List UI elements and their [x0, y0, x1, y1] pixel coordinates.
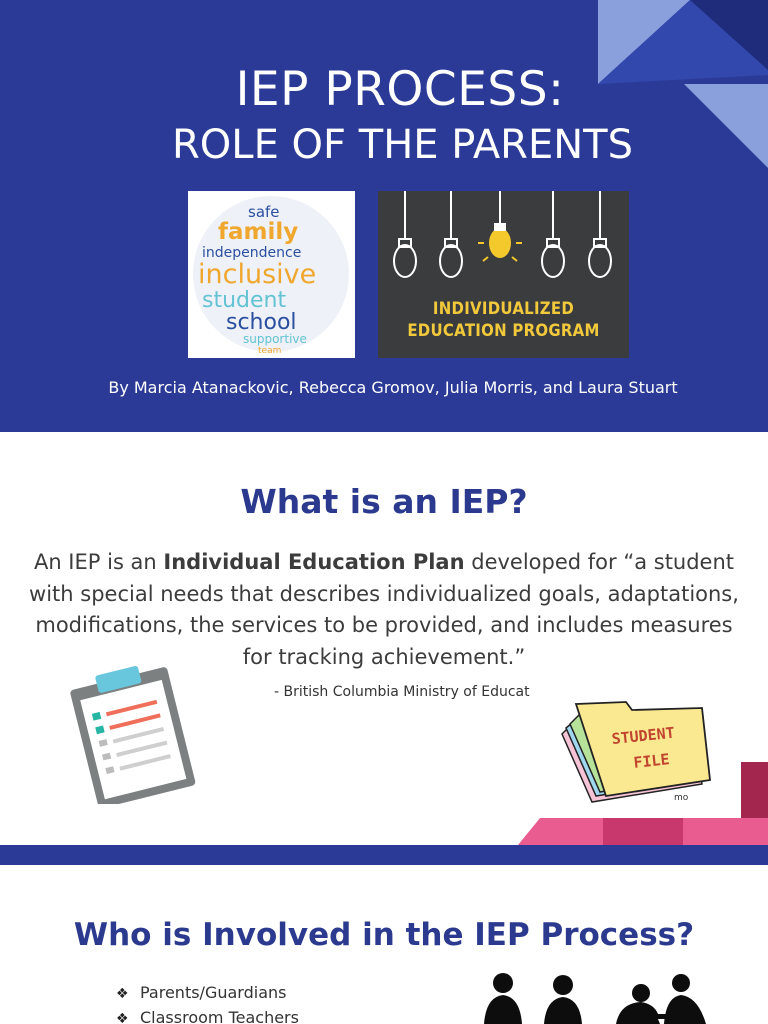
lit-lightbulb-icon	[489, 228, 511, 258]
cloud-word: school	[226, 310, 297, 335]
list-item-label: Classroom Teachers	[140, 1008, 299, 1024]
lightbulbs-graphic	[378, 191, 629, 291]
diamond-bullet-icon: ❖	[116, 1011, 129, 1024]
slide-divider-strip	[0, 845, 768, 865]
list-item	[116, 981, 299, 1006]
folder-signature: mo	[674, 793, 689, 803]
diamond-bullet-icon: ❖	[116, 986, 129, 1002]
slide-title-line2: ROLE OF THE PARENTS	[172, 122, 633, 168]
definition-prefix: An IEP is an	[33, 550, 164, 574]
people-silhouettes-icon	[476, 969, 716, 1024]
cloud-word: family	[218, 219, 299, 245]
folder-label-line2: FILE	[632, 750, 671, 772]
slide-title: Who is Involved in the IEP Process?	[73, 917, 695, 953]
participants-list	[116, 981, 299, 1024]
what-is-iep-slide	[0, 432, 768, 845]
word-cloud-graphic	[188, 191, 355, 358]
list-item-label: Parents/Guardians	[140, 983, 287, 1002]
folder-label-line1: STUDENT	[610, 723, 676, 749]
cloud-word: supportive	[243, 332, 307, 346]
quote-source: - British Columbia Ministry of Educat	[274, 684, 530, 700]
definition-suffix: developed for “a student with special needs that describes individualized goals, adaptations, modifications, the services to be provided, and includes measures for tracking achievement.”	[29, 550, 739, 669]
definition-bold-term: Individual Education Plan	[163, 550, 465, 574]
cloud-word: safe	[248, 203, 280, 221]
cloud-word: team	[258, 346, 282, 356]
clipboard-icon	[60, 664, 210, 804]
who-is-involved-slide	[0, 865, 768, 1024]
cloud-word: student	[202, 288, 287, 313]
slide-title: What is an IEP?	[240, 482, 528, 521]
authors-line: By Marcia Atanackovic, Rebecca Gromov, Julia Morris, and Laura Stuart	[108, 378, 678, 397]
cloud-word: inclusive	[198, 259, 317, 290]
board-text-line1: INDIVIDUALIZED	[432, 299, 575, 319]
iep-chalkboard-image	[378, 191, 629, 358]
iep-definition	[24, 547, 744, 673]
cloud-word: independence	[202, 245, 302, 261]
word-cloud-image	[188, 191, 355, 358]
board-text-line2: EDUCATION PROGRAM	[407, 321, 600, 341]
list-item	[116, 1006, 299, 1024]
slide-title-line1: IEP PROCESS:	[235, 62, 565, 117]
student-file-folder-icon	[552, 694, 712, 806]
title-slide	[0, 0, 768, 432]
